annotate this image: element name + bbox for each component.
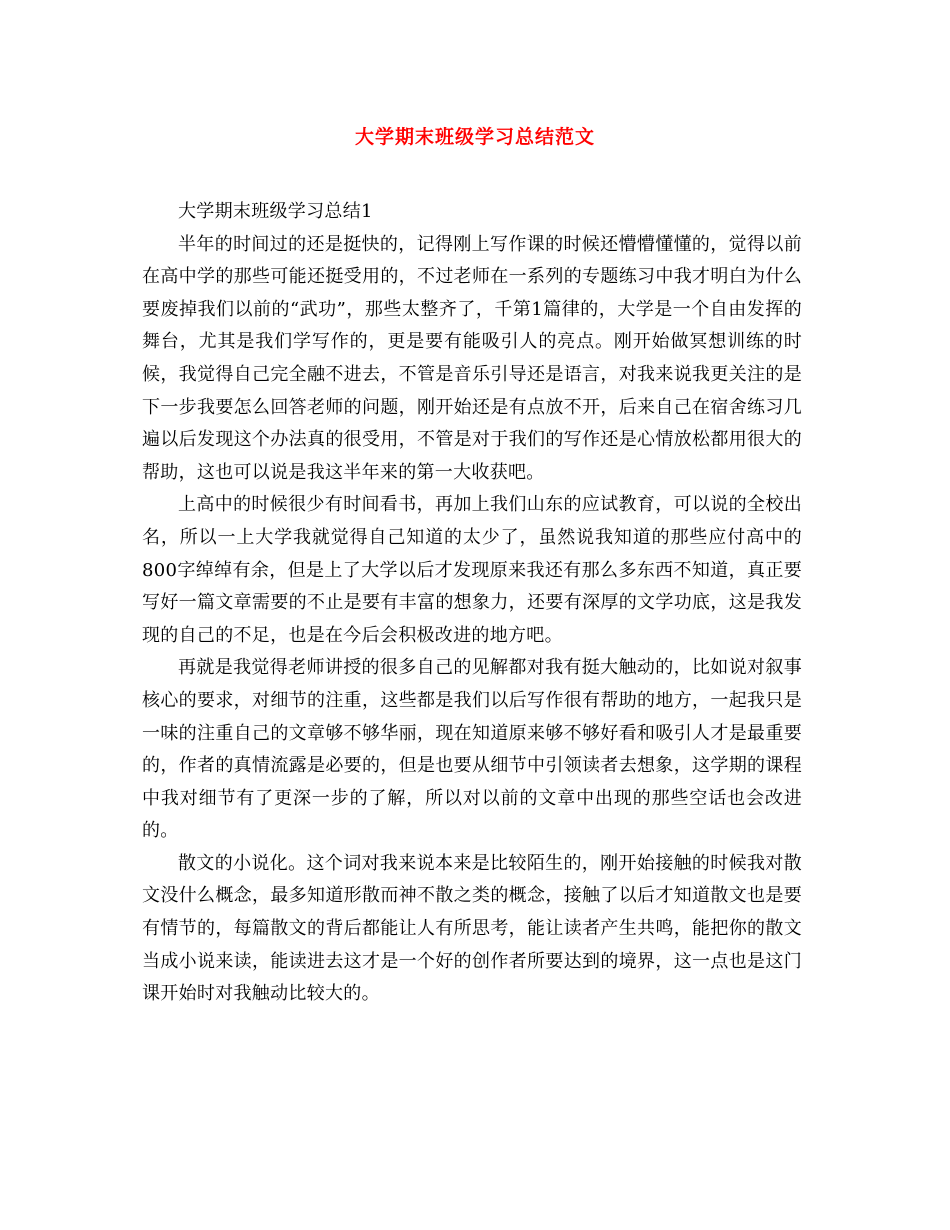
document-title: 大学期末班级学习总结范文 [354, 126, 595, 148]
paragraph: 半年的时间过的还是挺快的，记得刚上写作课的时候还懵懵懂懂的，觉得以前在高中学的那些可能还挺受用的，不过老师在一系列的专题练习中我才明白为什么要废掉我们以前的“武功”，那些太整齐了，千第1篇律的，大学是一个自由发挥的舞台，尤其是我们学写作的，更是要有能吸引人的亮点。刚开始做冥想训练的时候，我觉得自己完全融不进去，不管是音乐引导还是语言，对我来说我更关注的是下一步我要怎么回答老师的问题，刚开始还是有点放不开，后来自己在宿舍练习几遍以后发现这个办法真的很受用，不管是对于我们的写作还是心情放松都用很大的帮助，这也可以说是我这半年来的第一大收获吧。 [142, 233, 802, 483]
paragraph: 上高中的时候很少有时间看书，再加上我们山东的应试教育，可以说的全校出名，所以一上大学我就觉得自己知道的太少了，虽然说我知道的那些应付高中的800字绰绰有余，但是上了大学以后才发现原来我还有那么多东西不知道，真正要写好一篇文章需要的不止是要有丰富的想象力，还要有深厚的文学功底，这是我发现的自己的不足，也是在今后会积极改进的地方吧。 [142, 494, 802, 646]
paragraph: 散文的小说化。这个词对我来说本来是比较陌生的，刚开始接触的时候我对散文没什么概念，最多知道形散而神不散之类的概念，接触了以后才知道散文也是要有情节的，每篇散文的背后都能让人有所思考，能让读者产生共鸣，能把你的散文当成小说来读，能读进去这才是一个好的创作者所要达到的境界，这一点也是这门课开始时对我触动比较大的。 [142, 852, 802, 1005]
document-body [142, 196, 802, 1011]
section-heading: 大学期末班级学习总结1 [178, 201, 373, 222]
paragraph: 再就是我觉得老师讲授的很多自己的见解都对我有挺大触动的，比如说对叙事核心的要求，对细节的注重，这些都是我们以后写作很有帮助的地方，一起我只是一味的注重自己的文章够不够华丽，现在知道原来够不够好看和吸引人才是最重要的，作者的真情流露是必要的，但是也要从细节中引领读者去想象，这学期的课程中我对细节有了更深一步的了解，所以对以前的文章中出现的那些空话也会改进的。 [142, 657, 802, 842]
